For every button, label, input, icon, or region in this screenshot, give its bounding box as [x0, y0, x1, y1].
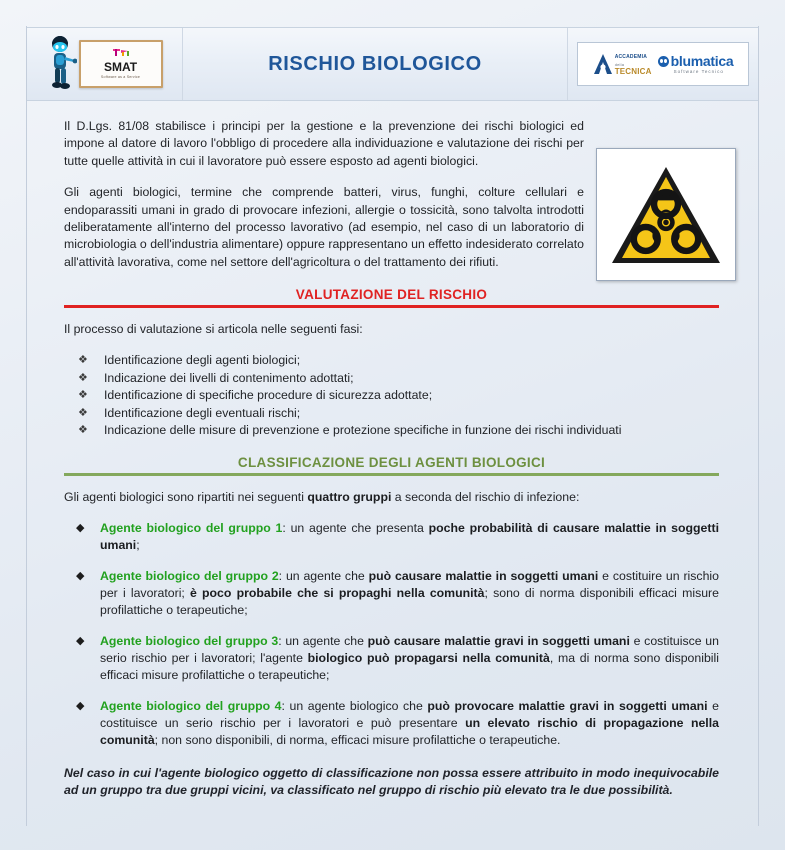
list-item [78, 422, 719, 439]
accademia-line2: della [614, 61, 625, 67]
diamond-bullet-icon: ◆ [76, 699, 85, 712]
document-body [64, 118, 719, 811]
group-description: : un agente che può causare malattie gravi in soggetti umani e costituisce un serio rischio per i lavoratori; l'agente biologico può propagarsi nella comunità, ma di norma sono disponibili efficaci misure profilattiche o terapeutiche; [100, 633, 720, 682]
header-brands-cell [568, 28, 758, 100]
lead-pre: Gli agenti biologici sono ripartiti nei seguenti [64, 489, 308, 504]
checklist-bullet-icon: ❖ [78, 371, 88, 384]
group-description: : un agente che presenta poche probabilità di causare malattie in soggetti umani; [100, 520, 719, 552]
list-item [78, 370, 719, 387]
group-item-2 [74, 568, 719, 619]
list-item-label: Identificazione degli eventuali rischi; [104, 405, 301, 420]
page-title: RISCHIO BIOLOGICO [268, 52, 482, 75]
group-item-4 [74, 698, 719, 749]
list-item-label: Identificazione di specifiche procedure di sicurezza adottate; [104, 388, 433, 403]
partner-logos [577, 42, 749, 86]
smat-tagline: Software as a Service [100, 75, 141, 79]
diamond-bullet-icon: ◆ [76, 634, 85, 647]
checklist-bullet-icon: ❖ [78, 354, 88, 367]
accademia-tecnica-logo [593, 53, 652, 75]
blumatica-subtitle: Software Tecnico [673, 69, 724, 74]
section-valutazione [64, 287, 719, 439]
group-item-1 [74, 520, 719, 554]
group-item-3 [74, 633, 719, 684]
accademia-a-icon [593, 53, 613, 75]
list-item [78, 352, 719, 369]
smat-logo [79, 40, 163, 88]
list-item-label: Indicazione delle misure di prevenzione e protezione specifiche in funzione dei rischi individuati [104, 423, 622, 438]
blumatica-logo [658, 54, 734, 74]
group-description: : un agente che può causare malattie in soggetti umani e costituire un rischio per i lavoratori; è poco probabile che si propaghi nella comunità; sono di norma disponibili efficaci misure profilattiche o terapeutiche; [100, 568, 719, 617]
diamond-bullet-icon: ◆ [76, 569, 85, 582]
classificazione-lead [64, 490, 719, 504]
group-description: : un agente biologico che può provocare malattie gravi in soggetti umani e costituisce un serio rischio per i lavoratori e può presentare un elevato rischio di propagazione nella comunità; non sono disponibili, di norma, efficaci misure profilattiche o terapeutiche. [100, 698, 719, 747]
classificazione-note: Nel caso in cui l'agente biologico oggetto di classificazione non possa essere attribuito in modo inequivocabile ad un gruppo tra due gruppi vicini, va classificato nel gruppo di rischio più elevato tra le due possibilità. [64, 765, 719, 797]
smat-wordmark: SMAT [103, 60, 138, 74]
checklist-bullet-icon: ❖ [78, 406, 88, 419]
section-title-valutazione: VALUTAZIONE DEL RISCHIO [295, 287, 488, 303]
valutazione-lead: Il processo di valutazione si articola nelle seguenti fasi: [64, 322, 363, 337]
lead-bold: quattro gruppi [307, 489, 392, 504]
robot-mascot-icon [47, 35, 77, 93]
accademia-line3: TECNICA [614, 66, 652, 76]
group-name: Agente biologico del gruppo 3 [100, 633, 279, 648]
intro-paragraph-2: Gli agenti biologici, termine che comprende batteri, virus, funghi, colture cellulari e endoparassiti umani in grado di provocare infezioni, allergie o tossicità, sono talvolta introdotti deliberatamente all'interno del processo lavorativo (ad esempio, nel caso di un laboratorio di microbiologia o dell'industria alimentare) oppure rappresentano un effetto indesiderato correlato all'attività lavorativa, come nel settore dell'agricoltura o del trattamento dei rifiuti. [64, 185, 584, 269]
section-classificazione [64, 455, 719, 799]
checklist-bullet-icon: ❖ [78, 424, 88, 437]
intro-paragraph-1: Il D.Lgs. 81/08 stabilisce i principi per la gestione e la prevenzione dei rischi biologici ed impone al datore di lavoro l'obbligo di procedere alla individuazione e valutazione dei rischi per tutte quelle attività in cui il lavoratore può essere esposto ad agenti biologici. [64, 119, 584, 168]
group-name: Agente biologico del gruppo 1 [100, 520, 283, 535]
lead-post: a seconda del rischio di infezione: [391, 489, 580, 504]
section-title-classificazione: CLASSIFICAZIONE DEGLI AGENTI BIOLOGICI [237, 454, 546, 470]
header-logo-cell [27, 28, 183, 100]
list-item-label: Identificazione degli agenti biologici; [104, 353, 301, 368]
header-title-cell [183, 28, 568, 100]
valutazione-list [64, 352, 719, 439]
page-frame-right [758, 26, 759, 826]
document-header [27, 27, 758, 101]
list-item [78, 405, 719, 422]
diamond-bullet-icon: ◆ [76, 521, 85, 534]
section-rule-green [64, 473, 719, 476]
checklist-bullet-icon: ❖ [78, 389, 88, 402]
smat-mark-icon [108, 48, 134, 60]
blumatica-wordmark: blumatica [670, 53, 734, 69]
group-name: Agente biologico del gruppo 4 [100, 698, 282, 713]
blumatica-mark-icon [658, 56, 669, 67]
section-rule-red [64, 305, 719, 308]
page-frame-left [26, 26, 27, 826]
group-name: Agente biologico del gruppo 2 [100, 568, 279, 583]
accademia-line1: ACCADEMIA [614, 53, 648, 60]
list-item-label: Indicazione dei livelli di contenimento adottati; [104, 370, 354, 385]
classificazione-groups [64, 520, 719, 749]
list-item [78, 387, 719, 404]
